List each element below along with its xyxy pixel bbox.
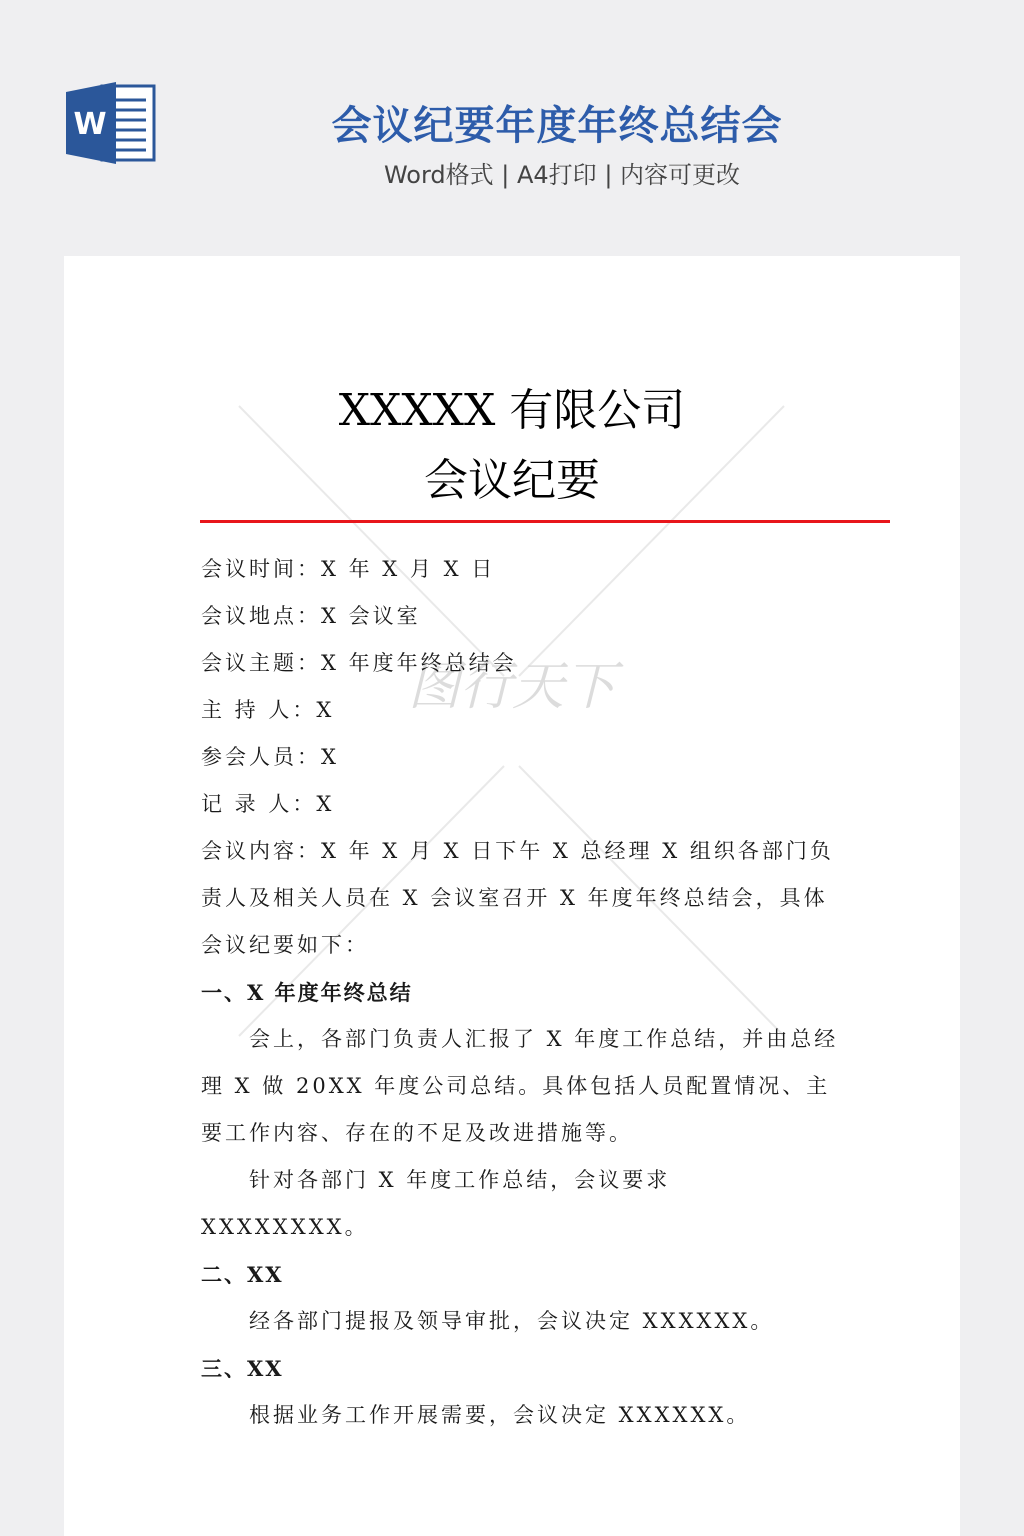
- document-body: [201, 546, 841, 1439]
- meeting-content-intro: 会议内容：X 年 X 月 X 日下午 X 总经理 X 组织各部门负责人及相关人员在 X 会议室召开 X 年度年终总结会，具体会议纪要如下：: [201, 839, 834, 957]
- section-1-paragraph-1: 会上，各部门负责人汇报了 X 年度工作总结，并由总经理 X 做 20XX 年度公司总结。具体包括人员配置情况、主要工作内容、存在的不足及改进措施等。: [201, 1027, 839, 1145]
- field-attendees: 参会人员：X: [201, 745, 339, 769]
- banner-title: 会议纪要年度年终总结会: [331, 103, 783, 149]
- document-page: [64, 256, 960, 1536]
- watermark-text: 图行天下: [407, 657, 617, 717]
- field-host: 主 持 人：X: [201, 698, 335, 722]
- banner: [0, 0, 1024, 255]
- section-heading-1: 一、X 年度年终总结: [201, 980, 413, 1005]
- field-meeting-topic: 会议主题：X 年度年终总结会: [201, 651, 517, 675]
- section-heading-3: 三、XX: [201, 1356, 284, 1381]
- document-title: 会议纪要: [424, 455, 600, 506]
- section-3-paragraph-1: 根据业务工作开展需要，会议决定 XXXXXX。: [249, 1403, 751, 1427]
- section-2-paragraph-1: 经各部门提报及领导审批，会议决定 XXXXXX。: [249, 1309, 775, 1333]
- section-1-paragraph-2: 针对各部门 X 年度工作总结，会议要求 XXXXXXXX。: [201, 1168, 671, 1239]
- field-meeting-location: 会议地点：X 会议室: [201, 604, 421, 628]
- field-meeting-time: 会议时间：X 年 X 月 X 日: [201, 557, 496, 581]
- field-recorder: 记 录 人：X: [201, 792, 335, 816]
- document-company-title: XXXXX 有限公司: [338, 385, 686, 436]
- banner-subtitle: Word格式 | A4打印 | 内容可更改: [383, 161, 741, 189]
- word-icon-letter: W: [73, 107, 107, 142]
- title-divider: [200, 520, 890, 523]
- section-heading-2: 二、XX: [201, 1262, 284, 1287]
